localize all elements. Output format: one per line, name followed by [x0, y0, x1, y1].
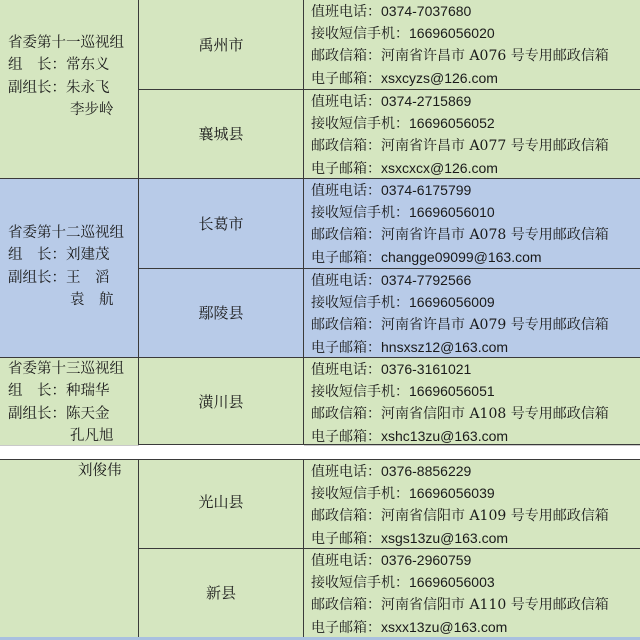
postal-box-label: 邮政信箱：	[311, 47, 381, 64]
postal-box-label: 邮政信箱：	[311, 405, 381, 422]
sms-phone-label: 接收短信手机：	[311, 26, 409, 43]
contact-cell	[304, 90, 640, 179]
sms-phone-label: 接收短信手机：	[311, 486, 409, 503]
sms-phone-label: 接收短信手机：	[311, 575, 409, 592]
duty-phone: 0374-7792566	[381, 272, 472, 288]
contact-cell	[304, 269, 640, 358]
group-deputy: 李步岭	[70, 101, 114, 118]
county-name: 襄城县	[198, 125, 244, 143]
county-cell	[139, 269, 304, 358]
duty-phone: 0376-3161021	[381, 361, 472, 377]
email: xsgs13zu@163.com	[381, 529, 509, 546]
postal-box: 河南省许昌市 A076 号专用邮政信箱	[381, 47, 609, 64]
duty-phone-label: 值班电话：	[311, 362, 381, 378]
duty-phone: 0376-8856229	[381, 463, 472, 479]
group-13-cell	[0, 358, 139, 445]
group-deputy: 副组长：王 滔	[8, 269, 110, 286]
email-label: 电子邮箱：	[311, 428, 381, 445]
duty-phone-label: 值班电话：	[311, 273, 381, 289]
sms-phone: 16696056052	[409, 115, 495, 132]
county-cell	[139, 90, 304, 179]
email-label: 电子邮箱：	[311, 530, 381, 547]
group-title: 省委第十三巡视组	[8, 361, 124, 377]
county-name: 禹州市	[198, 36, 244, 54]
county-name: 光山县	[198, 493, 244, 511]
duty-phone-label: 值班电话：	[311, 464, 381, 480]
postal-box: 河南省许昌市 A077 号专用邮政信箱	[381, 137, 609, 154]
sms-phone: 16696056003	[409, 574, 495, 591]
group-member-name: 刘俊伟	[78, 463, 122, 479]
contact-cell	[304, 460, 640, 549]
contact-cell	[304, 549, 640, 638]
group-12-cell	[0, 179, 139, 358]
county-cell	[139, 179, 304, 269]
sms-phone: 16696056051	[409, 383, 495, 400]
group-deputy: 袁 航	[70, 291, 114, 308]
group-13-block	[0, 358, 640, 445]
group-11-members	[8, 32, 124, 121]
email-label: 电子邮箱：	[311, 160, 381, 177]
duty-phone: 0374-6175799	[381, 182, 472, 198]
group-leader: 组 长：刘建茂	[8, 247, 110, 264]
county-cell	[139, 460, 304, 549]
county-cell	[139, 549, 304, 638]
email: xshc13zu@163.com	[381, 427, 509, 444]
postal-box: 河南省信阳市 A109 号专用邮政信箱	[381, 507, 609, 524]
contact-cell	[304, 358, 640, 445]
duty-phone: 0374-7037680	[381, 3, 472, 19]
postal-box-label: 邮政信箱：	[311, 507, 381, 524]
sms-phone-label: 接收短信手机：	[311, 295, 409, 312]
postal-box: 河南省信阳市 A110 号专用邮政信箱	[381, 596, 609, 613]
email: xsxx13zu@163.com	[381, 618, 508, 635]
email: changge09099@163.com	[381, 248, 542, 265]
group-leader: 组 长：种瑞华	[8, 383, 110, 400]
postal-box: 河南省许昌市 A079 号专用邮政信箱	[381, 316, 609, 333]
group-11-block	[0, 0, 640, 179]
sms-phone: 16696056009	[409, 294, 495, 311]
contact-cell	[304, 0, 640, 90]
email-label: 电子邮箱：	[311, 249, 381, 266]
duty-phone: 0376-2960759	[381, 552, 472, 568]
sms-phone-label: 接收短信手机：	[311, 384, 409, 401]
group-13-continued-block	[0, 460, 640, 640]
postal-box-label: 邮政信箱：	[311, 596, 381, 613]
postal-box-label: 邮政信箱：	[311, 137, 381, 154]
sms-phone: 16696056039	[409, 485, 495, 502]
postal-box-label: 邮政信箱：	[311, 226, 381, 243]
county-name: 长葛市	[198, 215, 244, 233]
postal-box-label: 邮政信箱：	[311, 316, 381, 333]
page-break	[0, 445, 640, 459]
county-name: 潢川县	[198, 393, 244, 411]
duty-phone-label: 值班电话：	[311, 553, 381, 569]
group-deputy: 副组长：陈天金	[8, 405, 110, 422]
county-cell	[139, 358, 304, 445]
duty-phone-label: 值班电话：	[311, 94, 381, 110]
group-title: 省委第十二巡视组	[8, 225, 124, 241]
email: xsxcyzs@126.com	[381, 69, 498, 86]
postal-box: 河南省许昌市 A078 号专用邮政信箱	[381, 226, 609, 243]
group-deputy: 孔凡旭	[70, 427, 114, 444]
group-title: 省委第十一巡视组	[8, 35, 124, 51]
email: xsxcxcx@126.com	[381, 159, 498, 176]
sms-phone-label: 接收短信手机：	[311, 116, 409, 133]
group-12-members	[8, 222, 124, 311]
duty-phone: 0374-2715869	[381, 93, 472, 109]
postal-box: 河南省信阳市 A108 号专用邮政信箱	[381, 405, 609, 422]
email-label: 电子邮箱：	[311, 619, 381, 636]
county-name: 新县	[205, 584, 236, 602]
group-13-continued-cell	[0, 460, 139, 640]
group-leader: 组 长：常东义	[8, 57, 110, 74]
county-name: 鄢陵县	[198, 304, 244, 322]
email-label: 电子邮箱：	[311, 70, 381, 87]
email: hnsxsz12@163.com	[381, 338, 509, 355]
sms-phone: 16696056020	[409, 25, 495, 42]
county-cell	[139, 0, 304, 90]
duty-phone-label: 值班电话：	[311, 183, 381, 199]
sms-phone-label: 接收短信手机：	[311, 205, 409, 222]
group-deputy: 副组长：朱永飞	[8, 79, 110, 96]
group-12-block	[0, 179, 640, 358]
duty-phone-label: 值班电话：	[311, 4, 381, 20]
group-11-cell	[0, 0, 139, 179]
email-label: 电子邮箱：	[311, 339, 381, 356]
group-13-members	[8, 358, 124, 445]
sms-phone: 16696056010	[409, 204, 495, 221]
contact-cell	[304, 179, 640, 269]
